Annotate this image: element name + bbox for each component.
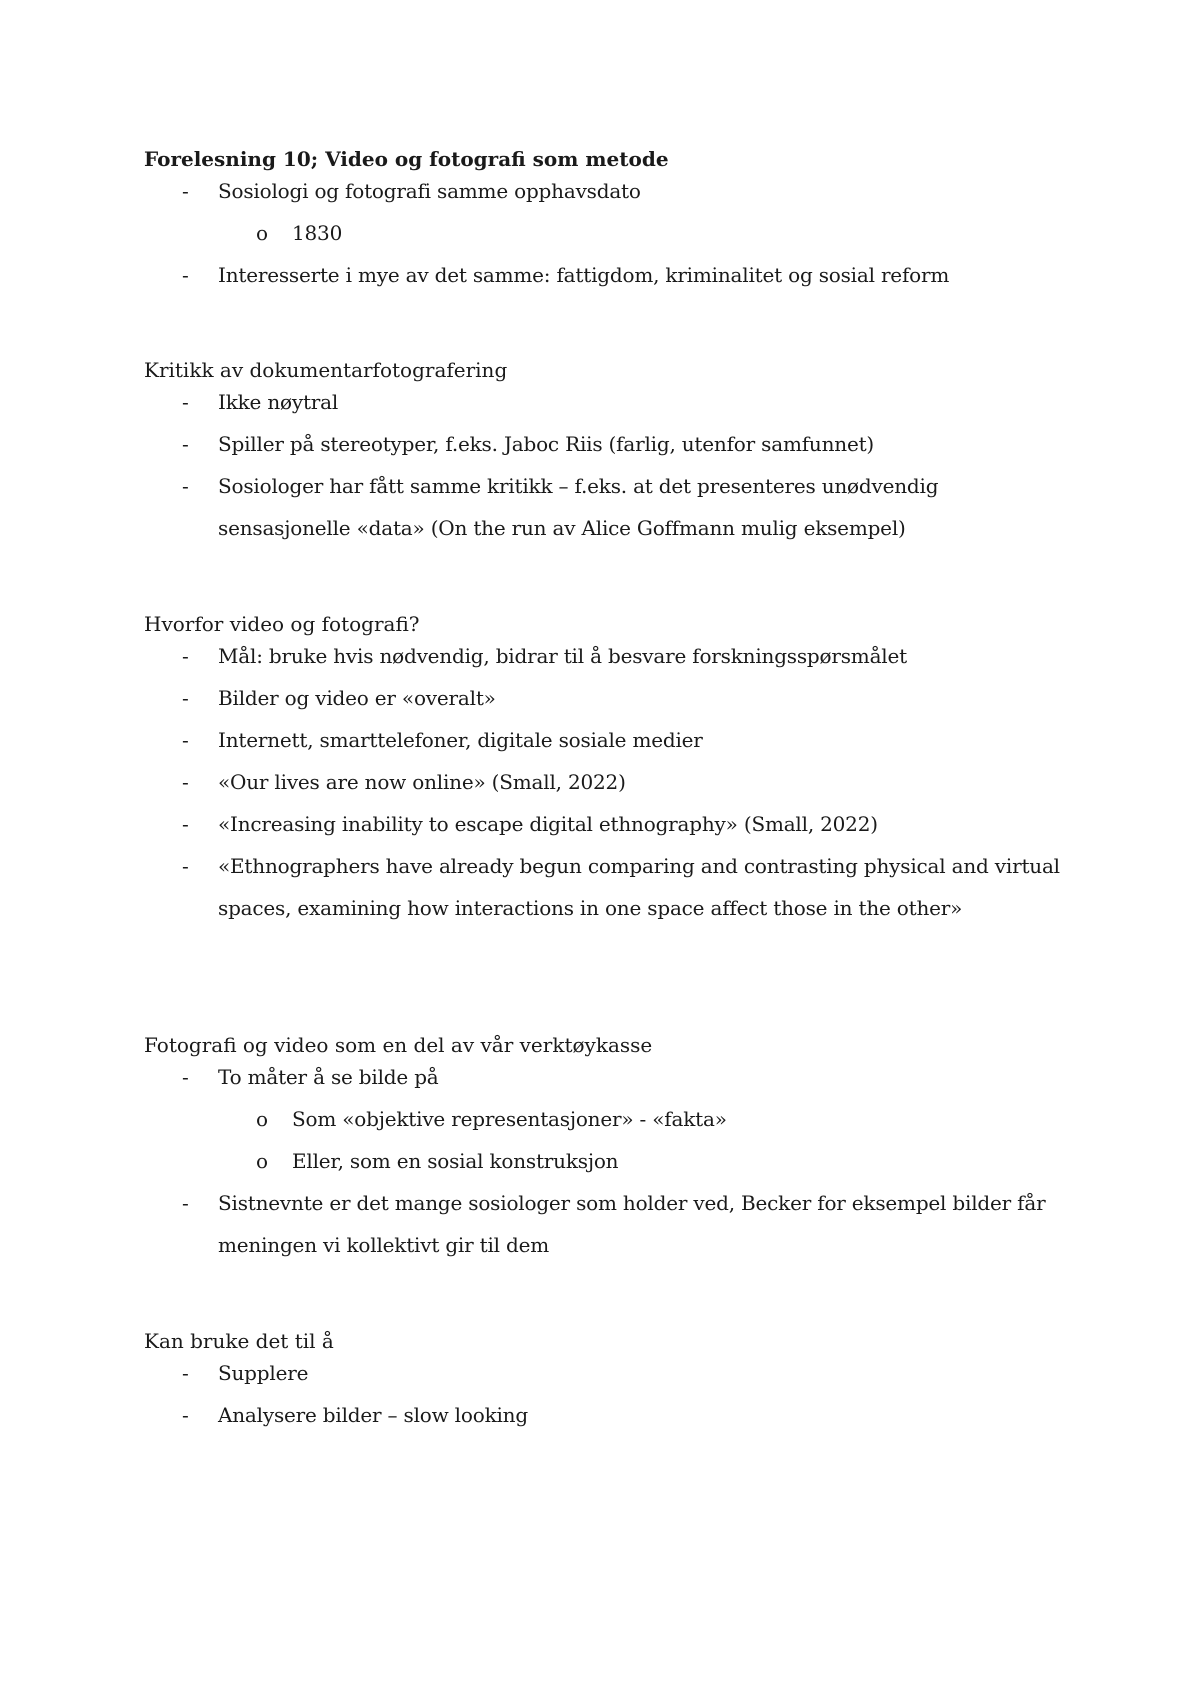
circle-bullet: o — [256, 1149, 268, 1173]
sub-bullet-list — [144, 212, 1074, 254]
sub-list-item-text: Eller, som en sosial konstruksjon — [292, 1149, 619, 1173]
dash-bullet: - — [182, 854, 189, 878]
dash-bullet: - — [182, 263, 189, 287]
bullet-list — [144, 381, 1074, 549]
list-item — [144, 1056, 1074, 1098]
dash-bullet: - — [182, 1191, 189, 1215]
sub-list-item — [144, 212, 1074, 254]
list-item — [144, 677, 1074, 719]
list-item-text: Sosiologer har fått samme kritikk – f.eks. at det presenteres unødvendig sensasjonelle «data» (On the run av Alice Goffmann mulig eksempel) — [218, 474, 939, 540]
section-heading: Fotografi og video som en del av vår verktøykasse — [144, 1033, 653, 1057]
list-item-text: «Ethnographers have already begun comparing and contrasting physical and virtual spaces, examining how interactions in one space affect those in the other» — [218, 854, 1060, 920]
list-item — [144, 381, 1074, 423]
section-heading: Kritikk av dokumentarfotografering — [144, 358, 508, 382]
sub-list-item-text: 1830 — [292, 221, 343, 245]
list-item-text: Supplere — [218, 1361, 309, 1385]
list-item-text: Ikke nøytral — [218, 390, 339, 414]
dash-bullet: - — [182, 474, 189, 498]
section-heading: Kan bruke det til å — [144, 1329, 334, 1353]
list-item-text: Spiller på stereotyper, f.eks. Jaboc Riis (farlig, utenfor samfunnet) — [218, 432, 875, 456]
list-item-text: Mål: bruke hvis nødvendig, bidrar til å besvare forskningsspørsmålet — [218, 644, 907, 668]
list-item — [144, 803, 1074, 845]
document-title: Forelesning 10; Video og fotografi som metode — [144, 147, 669, 171]
dash-bullet: - — [182, 1403, 189, 1427]
sublist-container — [144, 1098, 1074, 1182]
dash-bullet: - — [182, 644, 189, 668]
dash-bullet: - — [182, 179, 189, 203]
sub-list-item-text: Som «objektive representasjoner» - «fakta» — [292, 1107, 727, 1131]
list-item — [144, 1352, 1074, 1394]
list-item — [144, 170, 1074, 212]
list-item — [144, 761, 1074, 803]
list-item — [144, 465, 1074, 549]
dash-bullet: - — [182, 812, 189, 836]
list-item — [144, 635, 1074, 677]
list-item-text: Sosiologi og fotografi samme opphavsdato — [218, 179, 641, 203]
list-item — [144, 719, 1074, 761]
dash-bullet: - — [182, 432, 189, 456]
list-item — [144, 1394, 1074, 1436]
list-item-text: Bilder og video er «overalt» — [218, 686, 496, 710]
sub-list-item — [144, 1140, 1074, 1182]
list-item-text: «Increasing inability to escape digital ethnography» (Small, 2022) — [218, 812, 878, 836]
list-item-text: Analysere bilder – slow looking — [218, 1403, 528, 1427]
list-item-text: To måter å se bilde på — [218, 1065, 439, 1089]
list-item-text: Sistnevnte er det mange sosiologer som holder ved, Becker for eksempel bilder får meningen vi kollektivt gir til dem — [218, 1191, 1046, 1257]
dash-bullet: - — [182, 390, 189, 414]
list-item-text: Interesserte i mye av det samme: fattigdom, kriminalitet og sosial reform — [218, 263, 950, 287]
sub-bullet-list — [144, 1098, 1074, 1182]
bullet-list — [144, 635, 1074, 929]
section-why-video — [144, 611, 1074, 929]
list-item — [144, 423, 1074, 465]
section-toolbox — [144, 1032, 1074, 1266]
section-lecture-title — [144, 146, 1074, 296]
dash-bullet: - — [182, 686, 189, 710]
dash-bullet: - — [182, 1065, 189, 1089]
section-usage — [144, 1328, 1074, 1436]
circle-bullet: o — [256, 1107, 268, 1131]
list-item — [144, 1182, 1074, 1266]
bullet-list — [144, 1056, 1074, 1266]
list-item — [144, 845, 1074, 929]
sublist-container — [144, 212, 1074, 254]
dash-bullet: - — [182, 770, 189, 794]
sub-list-item — [144, 1098, 1074, 1140]
section-critique — [144, 357, 1074, 549]
bullet-list — [144, 170, 1074, 296]
dash-bullet: - — [182, 1361, 189, 1385]
list-item-text: «Our lives are now online» (Small, 2022) — [218, 770, 626, 794]
bullet-list — [144, 1352, 1074, 1436]
list-item-text: Internett, smarttelefoner, digitale sosiale medier — [218, 728, 703, 752]
dash-bullet: - — [182, 728, 189, 752]
circle-bullet: o — [256, 221, 268, 245]
list-item — [144, 254, 1074, 296]
section-heading: Hvorfor video og fotografi? — [144, 612, 420, 636]
